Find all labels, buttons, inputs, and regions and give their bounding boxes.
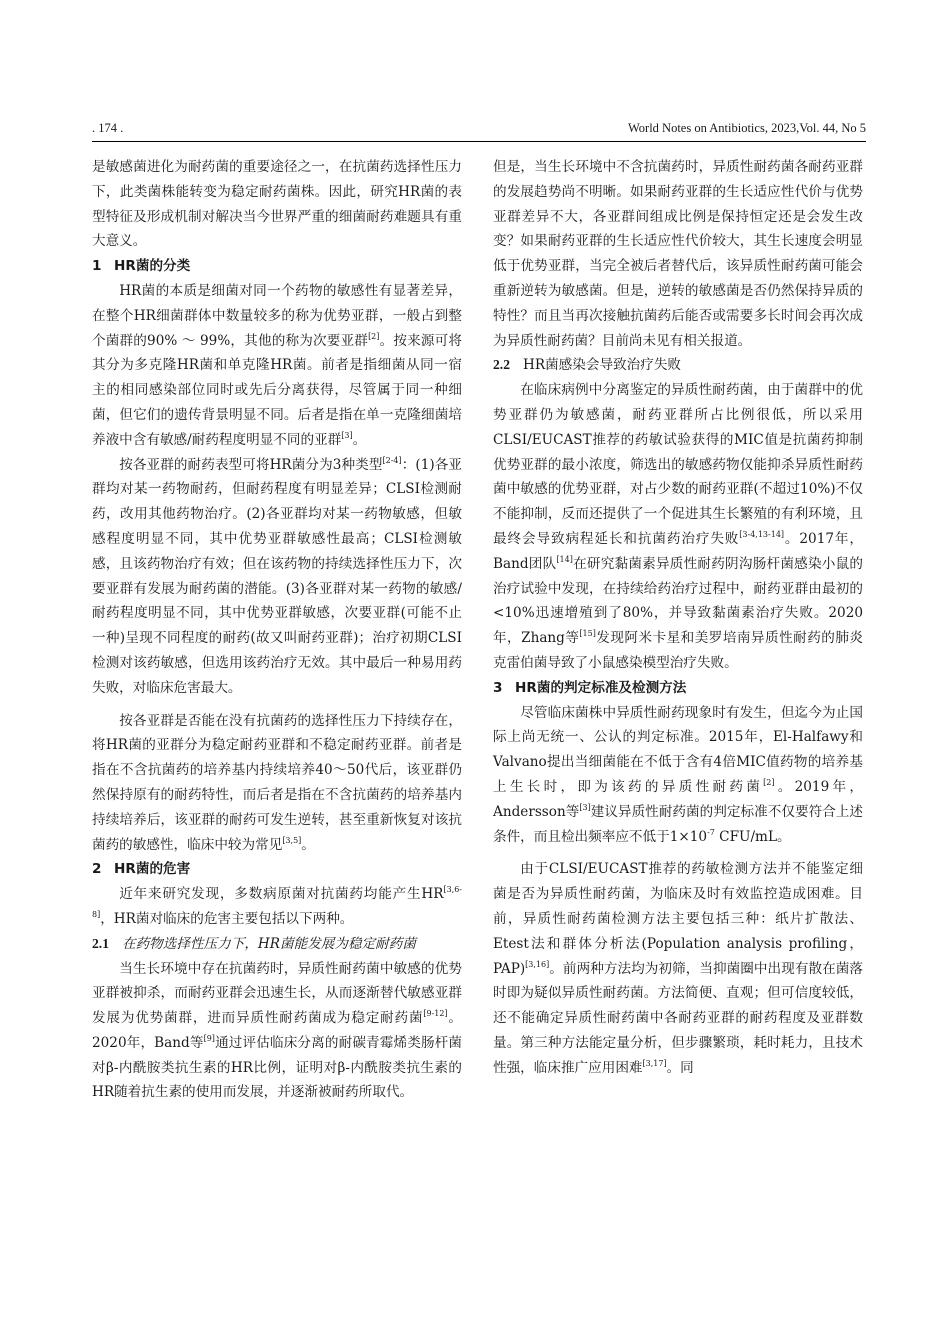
citation: [2]: [763, 777, 775, 787]
running-header: [92, 121, 866, 137]
section-heading-3: 3 HR菌的判定标准及检测方法: [493, 679, 687, 696]
paragraph: 尽管临床菌株中异质性耐药现象时有发生，但迄今为止国际上尚无统一、公认的判定标准。2015年，El-Halfawy和Valvano提出当细菌能在不低于含有4倍MIC值药物的培养基上生长时，即为该药的异质性耐药菌[2]。2019年，Andersson等[3]建议异质性耐药菌的判定标准不仅要符合上述条件，而且检出频率应不低于$1\times 10^{-7}$ CFU/mL。: [493, 704, 864, 845]
citation: [3,17]: [642, 1058, 667, 1068]
paragraph: HR菌的本质是细菌对同一个药物的敏感性有显著差异，在整个HR细菌群体中数量较多的称为优势亚群，一般占到整个菌群的90% ～ 99%，其他的称为次要亚群[2]。按来源可将其分为多克隆HR菌和单克隆HR菌。前者是指细菌从同一宿主的相同感染部位同时或先后分离获得，尽管属于同一种细菌，但它们的遗传背景明显不同。后者是指在单一克隆细菌培养液中含有敏感/耐药程度明显不同的亚群[3]。: [92, 282, 462, 448]
citation: [2-4]: [382, 455, 402, 465]
paragraph: 按各亚群是否能在没有抗菌药的选择性压力下持续存在，将HR菌的亚群分为稳定耐药亚群和不稳定耐药亚群。前者是指在不含抗菌药的培养基内持续培养40～50代后，该亚群仍然保持原有的耐药特性，而后者是指在不含抗菌药的培养基内持续培养后，该亚群的耐药可发生逆转，甚至重新恢复对该抗菌药的敏感性，临床中较为常见[3,5]。: [92, 712, 462, 853]
paragraph: 按各亚群的耐药表型可将HR菌分为3种类型[2-4]：(1)各亚群均对某一药物耐药，但耐药程度有明显差异；CLSI检测耐药，改用其他药物治疗。(2)各亚群均对某一药物敏感，但敏感程度明显不同，其中优势亚群敏感性最高；CLSI检测敏感，且该药物治疗有效；但在该药物的持续选择性压力下，次要亚群有发展为耐药菌的潜能。(3)各亚群对某一药物的敏感/耐药程度明显不同，其中优势亚群敏感，次要亚群(可能不止一种)呈现不同程度的耐药(故又叫耐药亚群)；治疗初期CLSI检测对该药敏感，但选用该药治疗无效。其中最后一种易用药失败，对临床危害最大。: [92, 455, 462, 696]
paragraph: 在临床病例中分离鉴定的异质性耐药菌，由于菌群中的优势亚群仍为敏感菌，耐药亚群所占比例很低，所以采用CLSI/EUCAST推荐的药敏试验获得的MIC值是抗菌药抑制优势亚群的最小浓度，筛选出的敏感药物仅能抑杀异质性耐药菌中敏感的优势亚群，对占少数的耐药亚群(不超过10%)不仅不能抑制，反而还提供了一个促进其生长繁殖的有利环境，且最终会导致病程延长和抗菌药治疗失败[3-4,13-14]。2017年，Band团队[14]在研究黏菌素异质性耐药阴沟肠杆菌感染小鼠的治疗试验中发现，在持续给药治疗过程中，耐药亚群由最初的<10%迅速增殖到了80%，并导致黏菌素治疗失败。2020年，Zhang等[15]发现阿米卡星和美罗培南异质性耐药的肺炎克雷伯菌导致了小鼠感染模型治疗失败。: [493, 382, 864, 671]
citation: [3]: [341, 430, 353, 440]
paragraph: 由于CLSI/EUCAST推荐的药敏检测方法并不能鉴定细菌是否为异质性耐药菌，为临床及时有效监控造成困难。目前，异质性耐药菌检测方法主要包括三种：纸片扩散法、Etest法和群体分析法(Population analysis profiling，PAP)[3,16]。前两种方法均为初筛，当抑菌圈中出现有散在菌落时即为疑似异质性耐药菌。方法简便、直观；但可信度较低，还不能确定异质性耐药菌中各耐药亚群的耐药程度及亚群数量。第三种方法能定量分析，但步骤繁琐，耗时耗力，且技术性强，临床推广应用困难[3,17]。同: [493, 861, 863, 1076]
citation: [15]: [579, 629, 596, 639]
paragraph: 是敏感菌进化为耐药菌的重要途径之一，在抗菌药选择性压力下，此类菌株能转变为稳定耐药菌株。因此，研究HR菌的表型特征及形成机制对解决当今世界严重的细菌耐药难题具有重大意义。: [92, 159, 462, 250]
citation: [3,16]: [525, 959, 550, 969]
citation: [9-12]: [423, 1009, 448, 1019]
paragraph: 当生长环境中存在抗菌药时，异质性耐药菌中敏感的优势亚群被抑杀，而耐药亚群会迅速生长，从而逐渐替代敏感亚群发展为优势菌群，进而异质性耐药菌成为稳定耐药菌[9-12]。2020年，Band等[9]通过评估临床分离的耐碳青霉烯类肠杆菌对β-内酰胺类抗生素的HR比例，证明对β-内酰胺类抗生素的HR随着抗生素的使用而发展，并逐渐被耐药所取代。: [92, 960, 463, 1101]
paragraph: 但是，当生长环境中不含抗菌药时，异质性耐药菌各耐药亚群的发展趋势尚不明晰。如果耐药亚群的生长适应性代价与优势亚群差异不大，各亚群间组成比例是保持恒定还是会发生改变？如果耐药亚群的生长适应性代价较大，其生长速度会明显低于优势亚群，当完全被后者替代后，该异质性耐药菌可能会重新逆转为敏感菌。但是，逆转的敏感菌是否仍然保持异质的特性？而且当再次接触抗菌药后能否或需要多长时间会再次成为异质性耐药菌？目前尚未见有相关报道。: [493, 159, 863, 349]
citation: [3,6-8]: [92, 885, 462, 919]
citation: [14]: [556, 554, 573, 564]
header-rule: [92, 141, 866, 142]
citation: [3,5]: [282, 835, 302, 845]
subsection-heading-2-1: 2.1 在药物选择性压力下，HR菌能发展为稳定耐药菌: [92, 935, 416, 952]
left-column: [92, 155, 462, 1105]
exponent: -7: [707, 827, 715, 837]
citation: [9]: [203, 1033, 215, 1043]
section-heading-1: 1 HR菌的分类: [92, 258, 191, 275]
section-heading-2: 2 HR菌的危害: [92, 861, 191, 878]
citation: [2]: [368, 331, 380, 341]
citation: [3]: [579, 802, 591, 812]
right-column: [493, 155, 863, 1080]
subsection-heading-2-2: 2.2 HR菌感染会导致治疗失败: [493, 357, 682, 374]
citation: [3-4,13-14]: [739, 529, 785, 539]
paragraph: 近年来研究发现，多数病原菌对抗菌药均能产生HR[3,6-8]，HR菌对临床的危害主要包括以下两种。: [92, 885, 462, 927]
journal-citation: World Notes on Antibiotics, 2023,Vol. 44, No 5: [627, 121, 866, 135]
page-number: . 174 .: [92, 121, 124, 135]
